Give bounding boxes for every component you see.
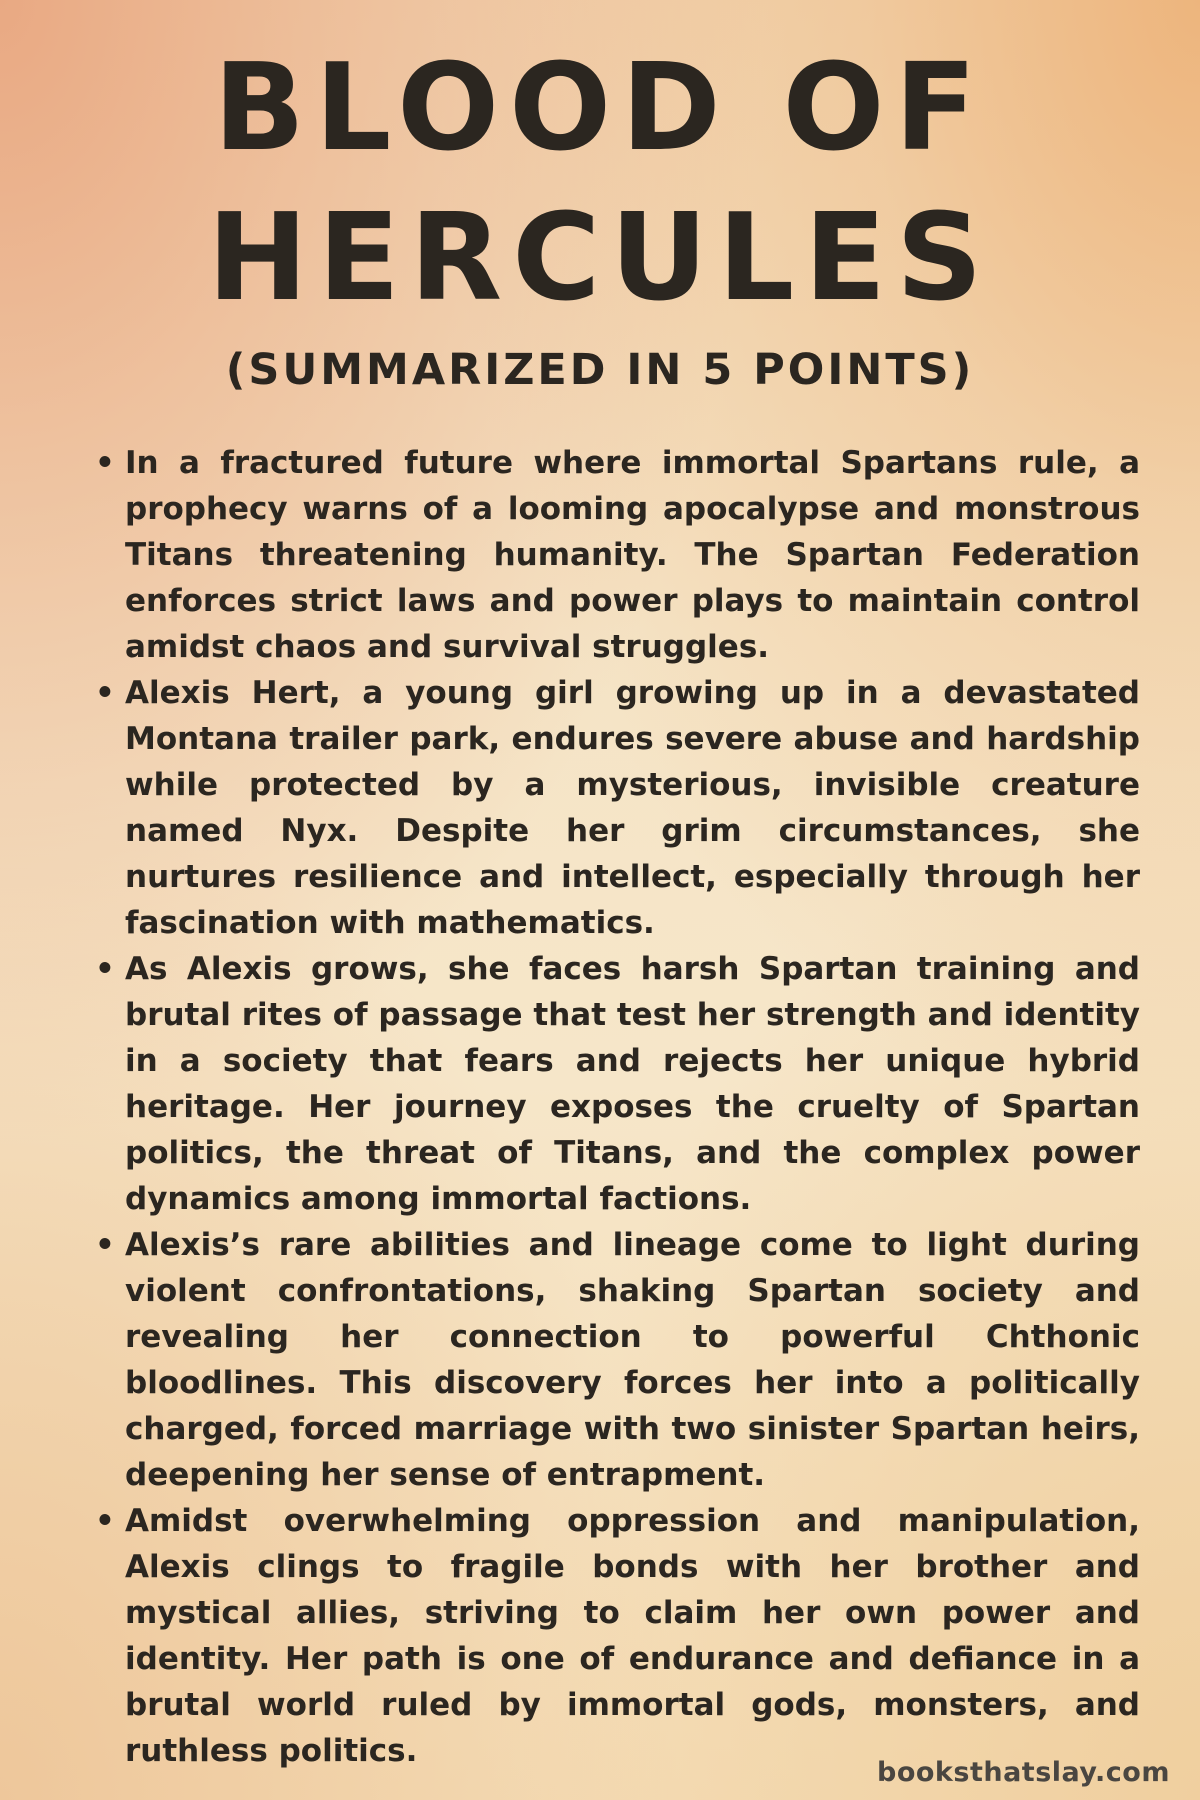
summary-point-text: In a fractured future where immortal Spartans rule, a prophecy warns of a looming apocalypse and monstrous Titans threatening humanity. The Spartan Federation enforces strict laws and power plays to maintain control amidst chaos and survival struggles.: [125, 445, 1140, 665]
summary-point-text: As Alexis grows, she faces harsh Spartan training and brutal rites of passage that test her strength and identity in a society that fears and rejects her unique hybrid heritage. Her journey exposes the cruelty of Spartan politics, the threat of Titans, and the complex power dynamics among immortal factions.: [125, 951, 1140, 1217]
bullet-icon: •: [95, 675, 115, 711]
summary-point-3: [95, 946, 1140, 1222]
subtitle: (SUMMARIZED IN 5 POINTS): [225, 345, 975, 395]
source-website: booksthatslay.com: [877, 1757, 1170, 1788]
summary-point-5: [95, 1498, 1140, 1774]
summary-point-text: Alexis Hert, a young girl growing up in a devastated Montana trailer park, endures severe abuse and hardship while protected by a mysterious, invisible creature named Nyx. Despite her grim circumstances, she nurtures resilience and intellect, especially through her fascination with mathematics.: [125, 675, 1140, 941]
bullet-icon: •: [95, 1503, 115, 1539]
book-title-line-2: HERCULES: [207, 189, 993, 328]
summary-point-1: [95, 440, 1140, 670]
bullet-icon: •: [95, 445, 115, 481]
summary-point-text: Alexis’s rare abilities and lineage come to light during violent confrontations, shaking Spartan society and revealing her connection to powerful Chthonic bloodlines. This discovery forces her into a politically charged, forced marriage with two sinister Spartan heirs, deepening her sense of entrapment.: [125, 1227, 1140, 1493]
book-title-line-1: BLOOD OF: [213, 39, 987, 178]
bullet-icon: •: [95, 951, 115, 987]
summary-point-text: Amidst overwhelming oppression and manipulation, Alexis clings to fragile bonds with her brother and mystical allies, striving to claim her own power and identity. Her path is one of endurance and defiance in a brutal world ruled by immortal gods, monsters, and ruthless politics.: [125, 1503, 1140, 1769]
summary-points-list: [95, 440, 1140, 1774]
summary-point-4: [95, 1222, 1140, 1498]
summary-point-2: [95, 670, 1140, 946]
bullet-icon: •: [95, 1227, 115, 1263]
book-title: [0, 34, 1200, 334]
